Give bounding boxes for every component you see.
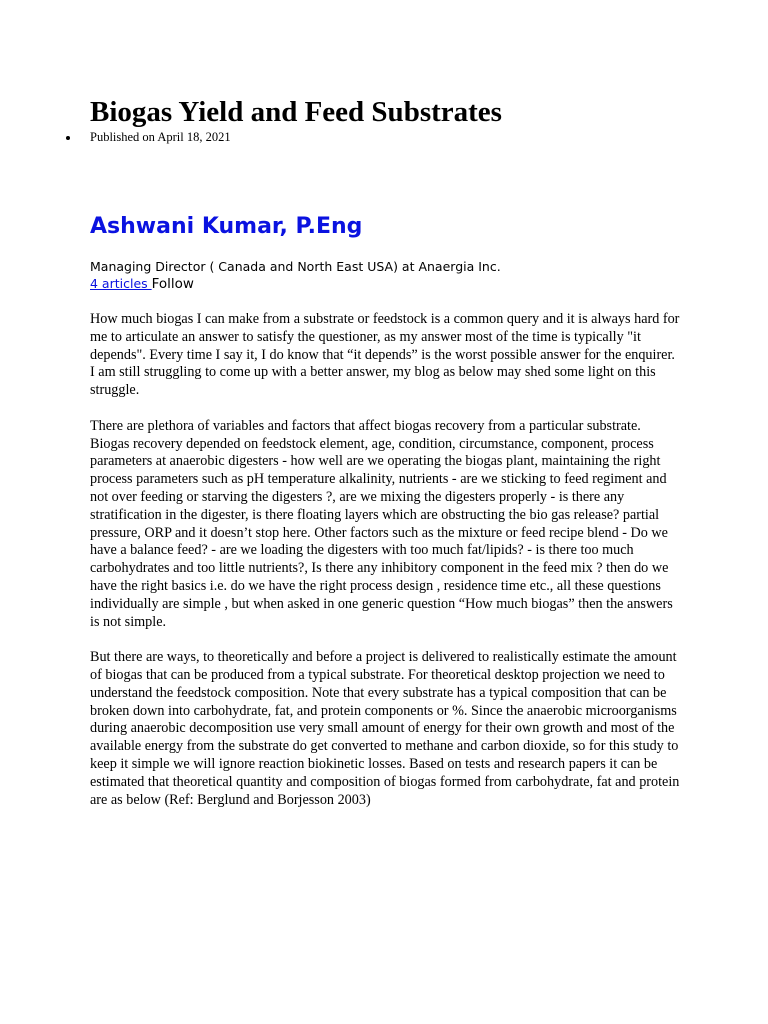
article-title: Biogas Yield and Feed Substrates <box>90 96 502 128</box>
author-articles-link[interactable]: 4 articles <box>90 276 152 291</box>
body-paragraph: How much biogas I can make from a substrate or feedstock is a common query and it is always hard for me to articulate an answer to satisfy the questioner, as my answer most of the time is typically "it depends". Every time I say it, I do know that “it depends” is the worst possible answer for the enquirer. I am still struggling to come up with a better answer, my blog as below may shed some light on this struggle. <box>90 311 680 399</box>
bullet-icon <box>66 136 70 140</box>
published-date-text: Published on April 18, 2021 <box>90 130 231 144</box>
author-links <box>90 274 194 294</box>
author-headline: Managing Director ( Canada and North East USA) at Anaergia Inc. <box>90 259 501 274</box>
article-meta-list <box>0 128 231 146</box>
body-paragraph: There are plethora of variables and factors that affect biogas recovery from a particular substrate. Biogas recovery depended on feedstock element, age, condition, circumstance, component, process parameters at anaerobic digesters - how well are we operating the biogas plant, maintaining the right process parameters such as pH temperature alkalinity, nutrients - are we sticking to feed regiment and not over feeding or starving the digesters ?, are we mixing the digesters properly - is there any stratification in the digester, is there floating layers which are obstructing the bio gas release? partial pressure, ORP and it doesn’t stop here. Other factors such as the mixture or feed recipe blend - Do we have a balance feed? - are we loading the digesters with too much fat/lipids? - is there too much carbohydrates and too little nutrients?, Is there any inhibitory component in the feed mix ? then do we have the right basics i.e. do we have the right process design , residence time etc., all these questions individually are simple , but when asked in one generic question “How much biogas” then the answers is not simple. <box>90 417 673 630</box>
body-paragraph: But there are ways, to theoretically and before a project is delivered to realistically estimate the amount of biogas that can be produced from a typical substrate. For theoretical desktop projection we need to understand the feedstock composition. Note that every substrate has a typical composition that can be broken down into carbohydrate, fat, and protein components or %. Since the anaerobic microorganisms during anaerobic decomposition use very small amount of energy for their own growth and most of the available energy from the substrate do get converted to methane and carbon dioxide, so for this study to keep it simple we will ignore reaction biokinetic losses. Based on tests and research papers it can be estimated that theoretical quantity and composition of biogas formed from carbohydrate, fat and protein are as below (Ref: Berglund and Borjesson 2003) <box>90 649 680 808</box>
article-body <box>90 311 682 827</box>
follow-button[interactable]: Follow <box>151 276 194 292</box>
published-date <box>0 128 231 146</box>
author-name[interactable]: Ashwani Kumar, P.Eng <box>90 214 363 239</box>
